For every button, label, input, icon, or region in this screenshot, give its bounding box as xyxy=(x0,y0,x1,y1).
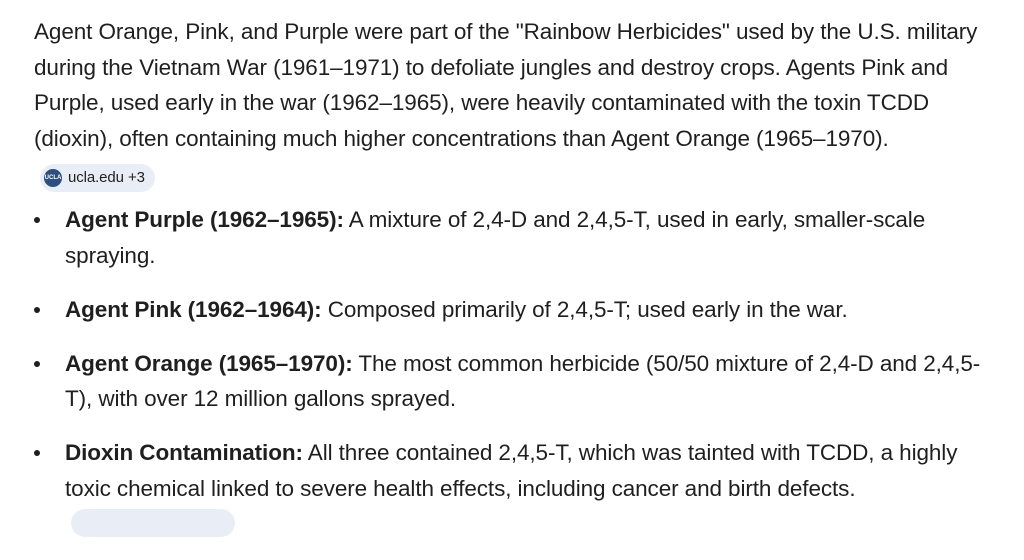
intro-paragraph xyxy=(34,14,996,192)
bullet-text: The most common herbicide (50/50 mixture of 2,4-D and 2,4,5-T), with over 12 million gallons sprayed. xyxy=(65,350,981,411)
ai-response xyxy=(34,14,996,560)
bullet-icon xyxy=(34,307,40,313)
bullet-text: All three contained 2,4,5-T, which was tainted with TCDD, a highly toxic chemical linked to severe health effects, including cancer and birth defects. xyxy=(65,440,958,501)
intro-text: Agent Orange, Pink, and Purple were part of the "Rainbow Herbicides" used by the U.S. military during the Vietnam War (1961–1971) to defoliate jungles and destroy crops. Agents Pink and Purple, used early in the war (1962–1965), were heavily contaminated with the toxin TCDD (dioxin), often containing much higher concentrations than Agent Orange (1965–1970). xyxy=(34,19,978,151)
source-chip-partial[interactable] xyxy=(71,509,235,537)
bullet-list xyxy=(34,202,996,542)
bullet-term: Agent Pink (1962–1964): xyxy=(65,296,322,322)
bullet-term: Agent Orange (1965–1970): xyxy=(65,350,353,376)
list-item xyxy=(34,435,996,542)
list-item xyxy=(34,202,996,273)
bullet-text: A mixture of 2,4-D and 2,4,5-T, used in early, smaller-scale spraying. xyxy=(65,207,926,268)
list-item xyxy=(34,292,996,328)
source-chip-label: ucla.edu +3 xyxy=(68,169,145,186)
ucla-logo-icon: UCLA xyxy=(44,169,62,187)
bullet-icon xyxy=(34,361,40,367)
bullet-term: Agent Purple (1962–1965): xyxy=(65,207,344,232)
bullet-icon xyxy=(34,217,40,223)
list-item xyxy=(34,346,996,417)
bullet-icon xyxy=(34,450,40,456)
source-chip[interactable] xyxy=(40,164,155,192)
bullet-term: Dioxin Contamination: xyxy=(65,440,303,465)
bullet-text: Composed primarily of 2,4,5-T; used early in the war. xyxy=(321,296,848,322)
